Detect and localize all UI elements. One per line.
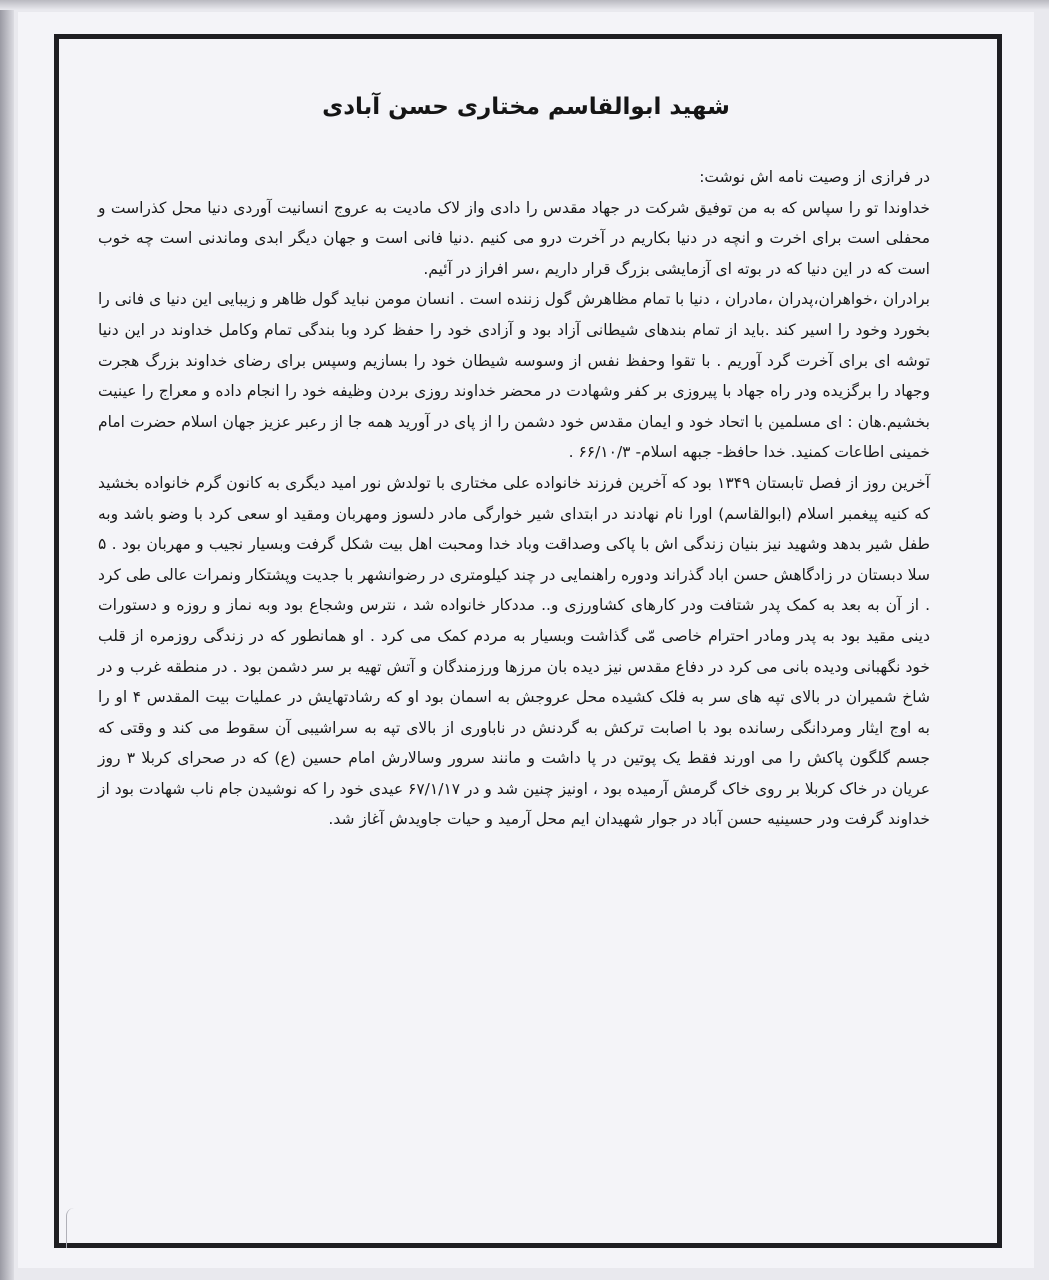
scan-shadow-top	[0, 0, 1049, 10]
paragraph-will-2: برادران ،خواهران،پدران ،مادران ، دنیا با تمام مظاهرش گول زننده است . انسان مومن نباید گول ظاهر و زیبایی این دنیا ی فانی را بخورد وخود را اسیر کند .باید از تمام بندهای شیطانی آزاد بود و آزادی خود را حفظ کرد وبا بندگی تمام وکامل خداوند در این دنیا توشه ای برای آخرت گرد آوریم . با تقوا وحفظ نفس از وسوسه شیطان خود را بسازیم وسپس برای رضای خداوند بزرگ هجرت وجهاد را برگزیده ودر راه جهاد با پیروزی بر کفر وشهادت در محضر خداوند روزی بردن وظیفه خود را انجام داده و معراج را عینیت بخشیم.هان : ای مسلمین با اتحاد خود و ایمان مقدس خود دشمن را از پای در آورید همه جا از رعبر عزیز جهان اسلام حضرت امام خمینی اطاعات کمنید. خدا حافظ- جبهه اسلام- ۶۶/۱۰/۳ .	[98, 290, 930, 462]
paragraph-will-1: خداوندا تو را سپاس که به من توفیق شرکت در جهاد مقدس را دادی واز لاک مادیت به عروج انسانیت آوردی دنیا محل کذراست و محفلی است برای اخرت و انچه در دنیا بکاریم در آخرت درو می کنیم .دنیا فانی است و جهان دیگر ابدی وماندنی است چه خوب است که در این دنیا که در بوته ای آزمایشی بزرگ قرار داریم ،سر افراز در آئیم.	[98, 198, 930, 278]
scan-shadow-left	[0, 0, 14, 1280]
corner-pen-mark	[66, 1208, 79, 1248]
document-page	[18, 12, 1034, 1268]
document-body	[98, 162, 930, 835]
paragraph-biography: آخرین روز از فصل تابستان ۱۳۴۹ بود که آخرین فرزند خانواده علی مختاری با تولدش نور امید دیگری به کانون گرم خانواده بخشید که کنیه پیغمبر اسلام (ابوالقاسم) اورا نام نهادند در ابتدای شیر خوارگی مادر دلسوز ومهربان ومقید او سعی کرد با وضو باشد وبه طفل شیر بدهد وشهید نیز بنیان زندگی اش با پاکی وصداقت وباد خدا ومحبت اهل بیت شکل گرفت وبسیار نجیب و مهربان بود . ۵ سلا دبستان در زادگاهش حسن اباد گذراند ودوره راهنمایی در چند کیلومتری در رضوانشهر با جدیت وپشتکار ونمرات عالی طی کرد . از آن به بعد به کمک پدر شتافت ودر کارهای کشاورزی و.. مددکار خانواده شد ، نترس وشجاع بود وبه نماز و روزه و دستورات دینی مقید بود به پدر ومادر احترام خاصی مّی گذاشت وبسیار به مردم کمک می کرد . او همانطور که در زندگی روزمره از قلب خود نگهبانی ودیده بانی می کرد در دفاع مقدس نیز دیده بان مرزها ورزمندگان و آتش تهیه بر سر دشمن بود . در منطقه غرب و در شاخ شمیران در بالای تپه های سر به فلک کشیده محل عروجش به اسمان بود او که رشادتهایش در عملیات بیت المقدس ۴ او را به اوج ایثار ومردانگی رسانده بود با اصابت ترکش به گردنش در ناباوری از بالای تپه به سراشیبی آن سقوط می کند و وقتی که جسم گلگون پاکش را می اورند فقط یک پوتین در پا داشت و مانند سرور وسالارش امام حسین (ع) که در صحرای کربلا ۳ روز عریان در خاک کربلا بر روی خاک گرمش آرمیده بود ، اونیز چنین شد و در ۶۷/۱/۱۷ عیدی خود را که نوشیدن جام ناب شهادت بود از خداوند گرفت ودر حسینیه حسن آباد در جوار شهیدان ایم محل آرمید و حیات جاویدش آغاز شد.	[98, 473, 931, 829]
page-title: شهید ابوالقاسم مختاری حسن آبادی	[322, 94, 730, 120]
intro-line: در فرازی از وصیت نامه اش نوشت:	[699, 168, 930, 186]
